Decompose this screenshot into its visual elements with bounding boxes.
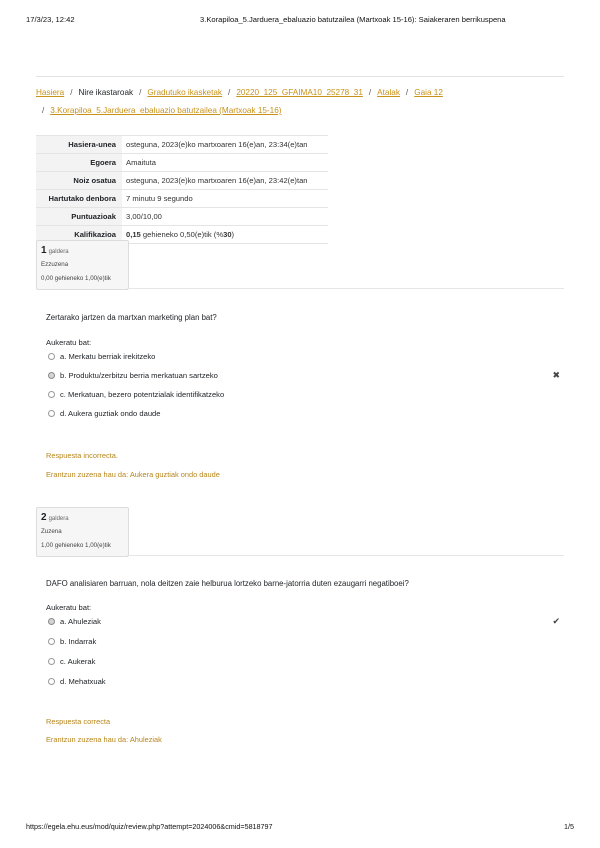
- radio-button-selected[interactable]: [48, 618, 55, 625]
- question-info-1: [36, 240, 129, 290]
- radio-button[interactable]: [48, 353, 55, 360]
- answer-option[interactable]: c. Aukerak: [48, 656, 95, 668]
- answer-option[interactable]: d. Mehatxuak: [48, 676, 106, 688]
- answer-prompt: Aukeratu bat:: [46, 338, 92, 347]
- radio-button[interactable]: [48, 410, 55, 417]
- summary-value: 3,00/10,00: [126, 212, 162, 221]
- summary-value: osteguna, 2023(e)ko martxoaren 16(e)an, 23:42(e)tan: [126, 176, 308, 185]
- divider: [127, 555, 564, 556]
- summary-label: Puntuazioak: [36, 208, 122, 226]
- correct-answer-text: Erantzun zuzena hau da: Ahuleziak: [46, 735, 162, 744]
- divider: [36, 76, 564, 77]
- question-text: Zertarako jartzen da martxan marketing plan bat?: [46, 313, 217, 322]
- summary-label: Kalifikazioa: [36, 226, 122, 244]
- radio-button[interactable]: [48, 658, 55, 665]
- answer-option[interactable]: a. Merkatu berriak irekitzeko: [48, 351, 155, 363]
- answer-option[interactable]: b. Produktu/zerbitzu berria merkatuan sartzeko: [48, 370, 218, 382]
- answer-option[interactable]: b. Indarrak: [48, 636, 96, 648]
- answer-option[interactable]: c. Merkatuan, bezero potentzialak identifikatzeko: [48, 389, 224, 401]
- print-url: https://egela.ehu.eus/mod/quiz/review.php?attempt=2024006&cmid=5818797: [26, 822, 273, 831]
- table-row: [36, 190, 328, 208]
- breadcrumb-topic[interactable]: Gaia 12: [414, 88, 443, 97]
- print-title: 3.Korapiloa_5.Jarduera_ebaluazio batutzailea (Martxoak 15-16): Saiakeraren berrikuspena: [200, 15, 506, 24]
- attempt-summary-table: [36, 135, 328, 244]
- question-info-2: [36, 507, 129, 557]
- feedback-message: Respuesta incorrecta.: [46, 451, 118, 460]
- table-row: [36, 172, 328, 190]
- summary-value: osteguna, 2023(e)ko martxoaren 16(e)an, 23:34(e)tan: [126, 140, 308, 149]
- question-grade: 0,00 gehieneko 1,00(e)tik: [41, 275, 111, 282]
- summary-value: 0,15 gehieneko 0,50(e)tik (%30): [126, 230, 235, 239]
- radio-button[interactable]: [48, 638, 55, 645]
- question-number: 2: [41, 512, 47, 523]
- correct-icon: ✔: [552, 616, 560, 626]
- answer-option[interactable]: d. Aukera guztiak ondo daude: [48, 408, 160, 420]
- correct-answer-text: Erantzun zuzena hau da: Aukera guztiak ondo daude: [46, 470, 220, 479]
- incorrect-icon: ✖: [552, 370, 560, 380]
- breadcrumb: Hasiera / Nire ikastaroak / Gradutuko ikasketak / 20220_125_GFAIMA10_25278_31 / Atalak / Gaia 12 / 3.Korapiloa_5.Jarduera_ebaluazio batutzailea (Martxoak 15-16): [36, 88, 443, 115]
- answer-prompt: Aukeratu bat:: [46, 603, 92, 612]
- summary-label: Hasiera-unea: [36, 136, 122, 154]
- summary-value: 7 minutu 9 segundo: [126, 194, 193, 203]
- question-text: DAFO analisiaren barruan, nola deitzen zaie helburua lortzeko barne-jatorria duten ezaugarri negatiboei?: [46, 579, 409, 588]
- table-row: [36, 208, 328, 226]
- page-number: 1/5: [564, 822, 574, 831]
- table-row: [36, 154, 328, 172]
- radio-button[interactable]: [48, 391, 55, 398]
- feedback-message: Respuesta correcta: [46, 717, 111, 726]
- breadcrumb-graduate[interactable]: Gradutuko ikasketak: [147, 88, 223, 97]
- question-word: galdera: [48, 516, 69, 522]
- breadcrumb-sections[interactable]: Atalak: [377, 88, 400, 97]
- summary-value: Amaituta: [126, 158, 156, 167]
- breadcrumb-course[interactable]: 20220_125_GFAIMA10_25278_31: [236, 88, 363, 97]
- answer-option[interactable]: a. Ahuleziak: [48, 616, 101, 628]
- divider: [127, 288, 564, 289]
- print-header: [26, 15, 574, 27]
- summary-label: Hartutako denbora: [36, 190, 122, 208]
- summary-label: Egoera: [36, 154, 122, 172]
- print-footer: [26, 822, 574, 834]
- summary-label: Noiz osatua: [36, 172, 122, 190]
- question-grade: 1,00 gehieneko 1,00(e)tik: [41, 542, 111, 549]
- breadcrumb-home[interactable]: Hasiera: [36, 88, 65, 97]
- question-state: Ezzuzena: [41, 261, 69, 268]
- breadcrumb-my-courses: Nire ikastaroak: [78, 88, 134, 97]
- print-date: 17/3/23, 12:42: [26, 15, 75, 24]
- radio-button[interactable]: [48, 678, 55, 685]
- question-number: 1: [41, 245, 47, 256]
- table-row: [36, 136, 328, 154]
- question-state: Zuzena: [41, 528, 62, 535]
- question-word: galdera: [48, 249, 69, 255]
- radio-button-selected[interactable]: [48, 372, 55, 379]
- breadcrumb-quiz[interactable]: 3.Korapiloa_5.Jarduera_ebaluazio batutzailea (Martxoak 15-16): [50, 106, 282, 115]
